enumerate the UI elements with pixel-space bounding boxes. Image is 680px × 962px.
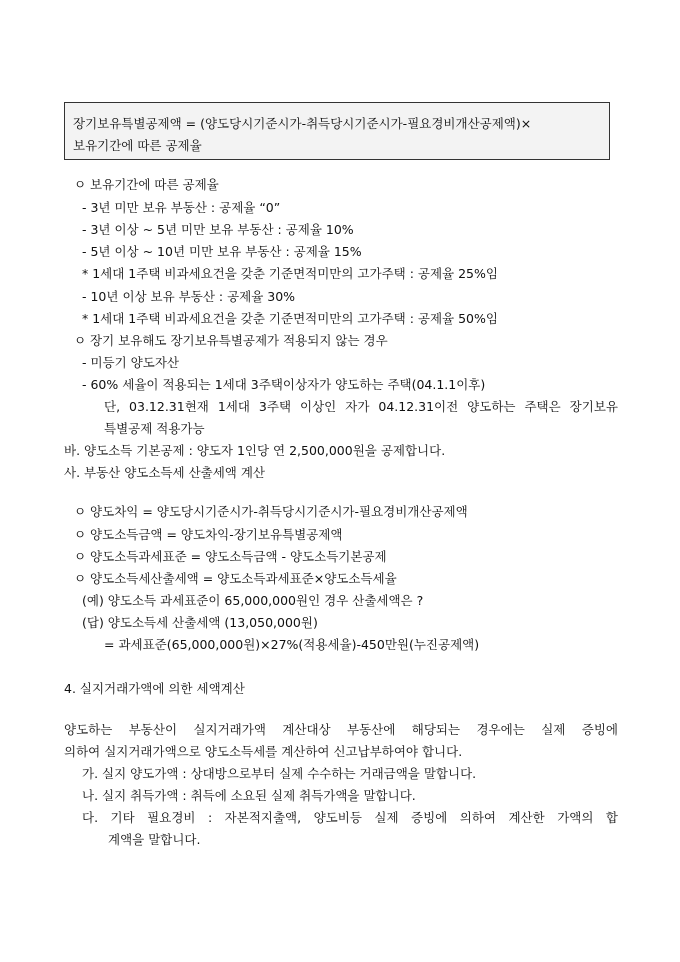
exclusion-item: - 미등기 양도자산 [82, 355, 179, 370]
calc-item: ㅇ 양도소득세산출세액 = 양도소득과세표준×양도소득세율 [74, 571, 397, 586]
deduction-rate-item: - 10년 이상 보유 부동산 : 공제율 30% [82, 289, 296, 304]
example-formula: = 과세표준(65,000,000원)×27%(적용세율)-450만원(누진공제액) [104, 637, 480, 652]
calc-item: ㅇ 양도소득과세표준 = 양도소득금액 - 양도소득기본공제 [74, 549, 387, 564]
exclusion-note-line-2: 특별공제 적용가능 [104, 421, 205, 436]
section-4-paragraph-line-1: 양도하는 부동산이 실지거래가액 계산대상 부동산에 해당되는 경우에는 실제 증빙에 [64, 722, 618, 737]
section-4-item-da-line-1: 다. 기타 필요경비 : 자본적지출액, 양도비등 실제 증빙에 의하여 계산한 가액의 합 [82, 810, 618, 825]
deduction-rates-heading: ㅇ 보유기간에 따른 공제율 [74, 177, 219, 192]
section-4-paragraph-line-2: 의하여 실지거래가액으로 양도소득세를 계산하여 신고납부하여야 합니다. [64, 744, 463, 759]
deduction-rate-item: - 3년 이상 ~ 5년 미만 보유 부동산 : 공제율 10% [82, 222, 354, 237]
formula-box [64, 102, 610, 160]
example-question: (예) 양도소득 과세표준이 65,000,000원인 경우 산출세액은 ? [82, 593, 424, 608]
calc-item: ㅇ 양도소득금액 = 양도차익-장기보유특별공제액 [74, 527, 343, 542]
exclusion-note-line-1: 단, 03.12.31현재 1세대 3주택 이상인 자가 04.12.31이전 양도하는 주택은 장기보유 [104, 399, 618, 414]
deduction-rate-item: - 3년 미만 보유 부동산 : 공제율 “0” [82, 200, 281, 215]
calc-item: ㅇ 양도차익 = 양도당시기준시가-취득당시기준시가-필요경비개산공제액 [74, 504, 468, 519]
section-4-item-ga: 가. 실지 양도가액 : 상대방으로부터 실제 수수하는 거래금액을 말합니다. [82, 766, 477, 781]
example-answer: (답) 양도소득세 산출세액 (13,050,000원) [82, 615, 318, 630]
section-ba-basic-deduction: 바. 양도소득 기본공제 : 양도자 1인당 연 2,500,000원을 공제합니다. [64, 443, 446, 458]
section-sa-heading: 사. 부동산 양도소득세 산출세액 계산 [64, 465, 265, 480]
section-4-item-da-line-2: 계액을 말합니다. [108, 832, 201, 847]
deduction-rate-note: * 1세대 1주택 비과세요건을 갖춘 기준면적미만의 고가주택 : 공제율 25%임 [82, 266, 498, 281]
section-4-title: 4. 실지거래가액에 의한 세액계산 [64, 681, 245, 696]
deduction-rate-item: - 5년 이상 ~ 10년 미만 보유 부동산 : 공제율 15% [82, 244, 362, 259]
exclusion-item: - 60% 세율이 적용되는 1세대 3주택이상자가 양도하는 주택(04.1.1이후) [82, 377, 486, 392]
exclusions-heading: ㅇ 장기 보유해도 장기보유특별공제가 적용되지 않는 경우 [74, 333, 388, 348]
section-4-item-na: 나. 실지 취득가액 : 취득에 소요된 실제 취득가액을 말합니다. [82, 788, 416, 803]
formula-line-2: 보유기간에 따른 공제율 [73, 138, 202, 153]
formula-line-1: 장기보유특별공제액 = (양도당시기준시가-취득당시기준시가-필요경비개산공제액)× [73, 116, 532, 131]
deduction-rate-note: * 1세대 1주택 비과세요건을 갖춘 기준면적미만의 고가주택 : 공제율 50%임 [82, 311, 498, 326]
